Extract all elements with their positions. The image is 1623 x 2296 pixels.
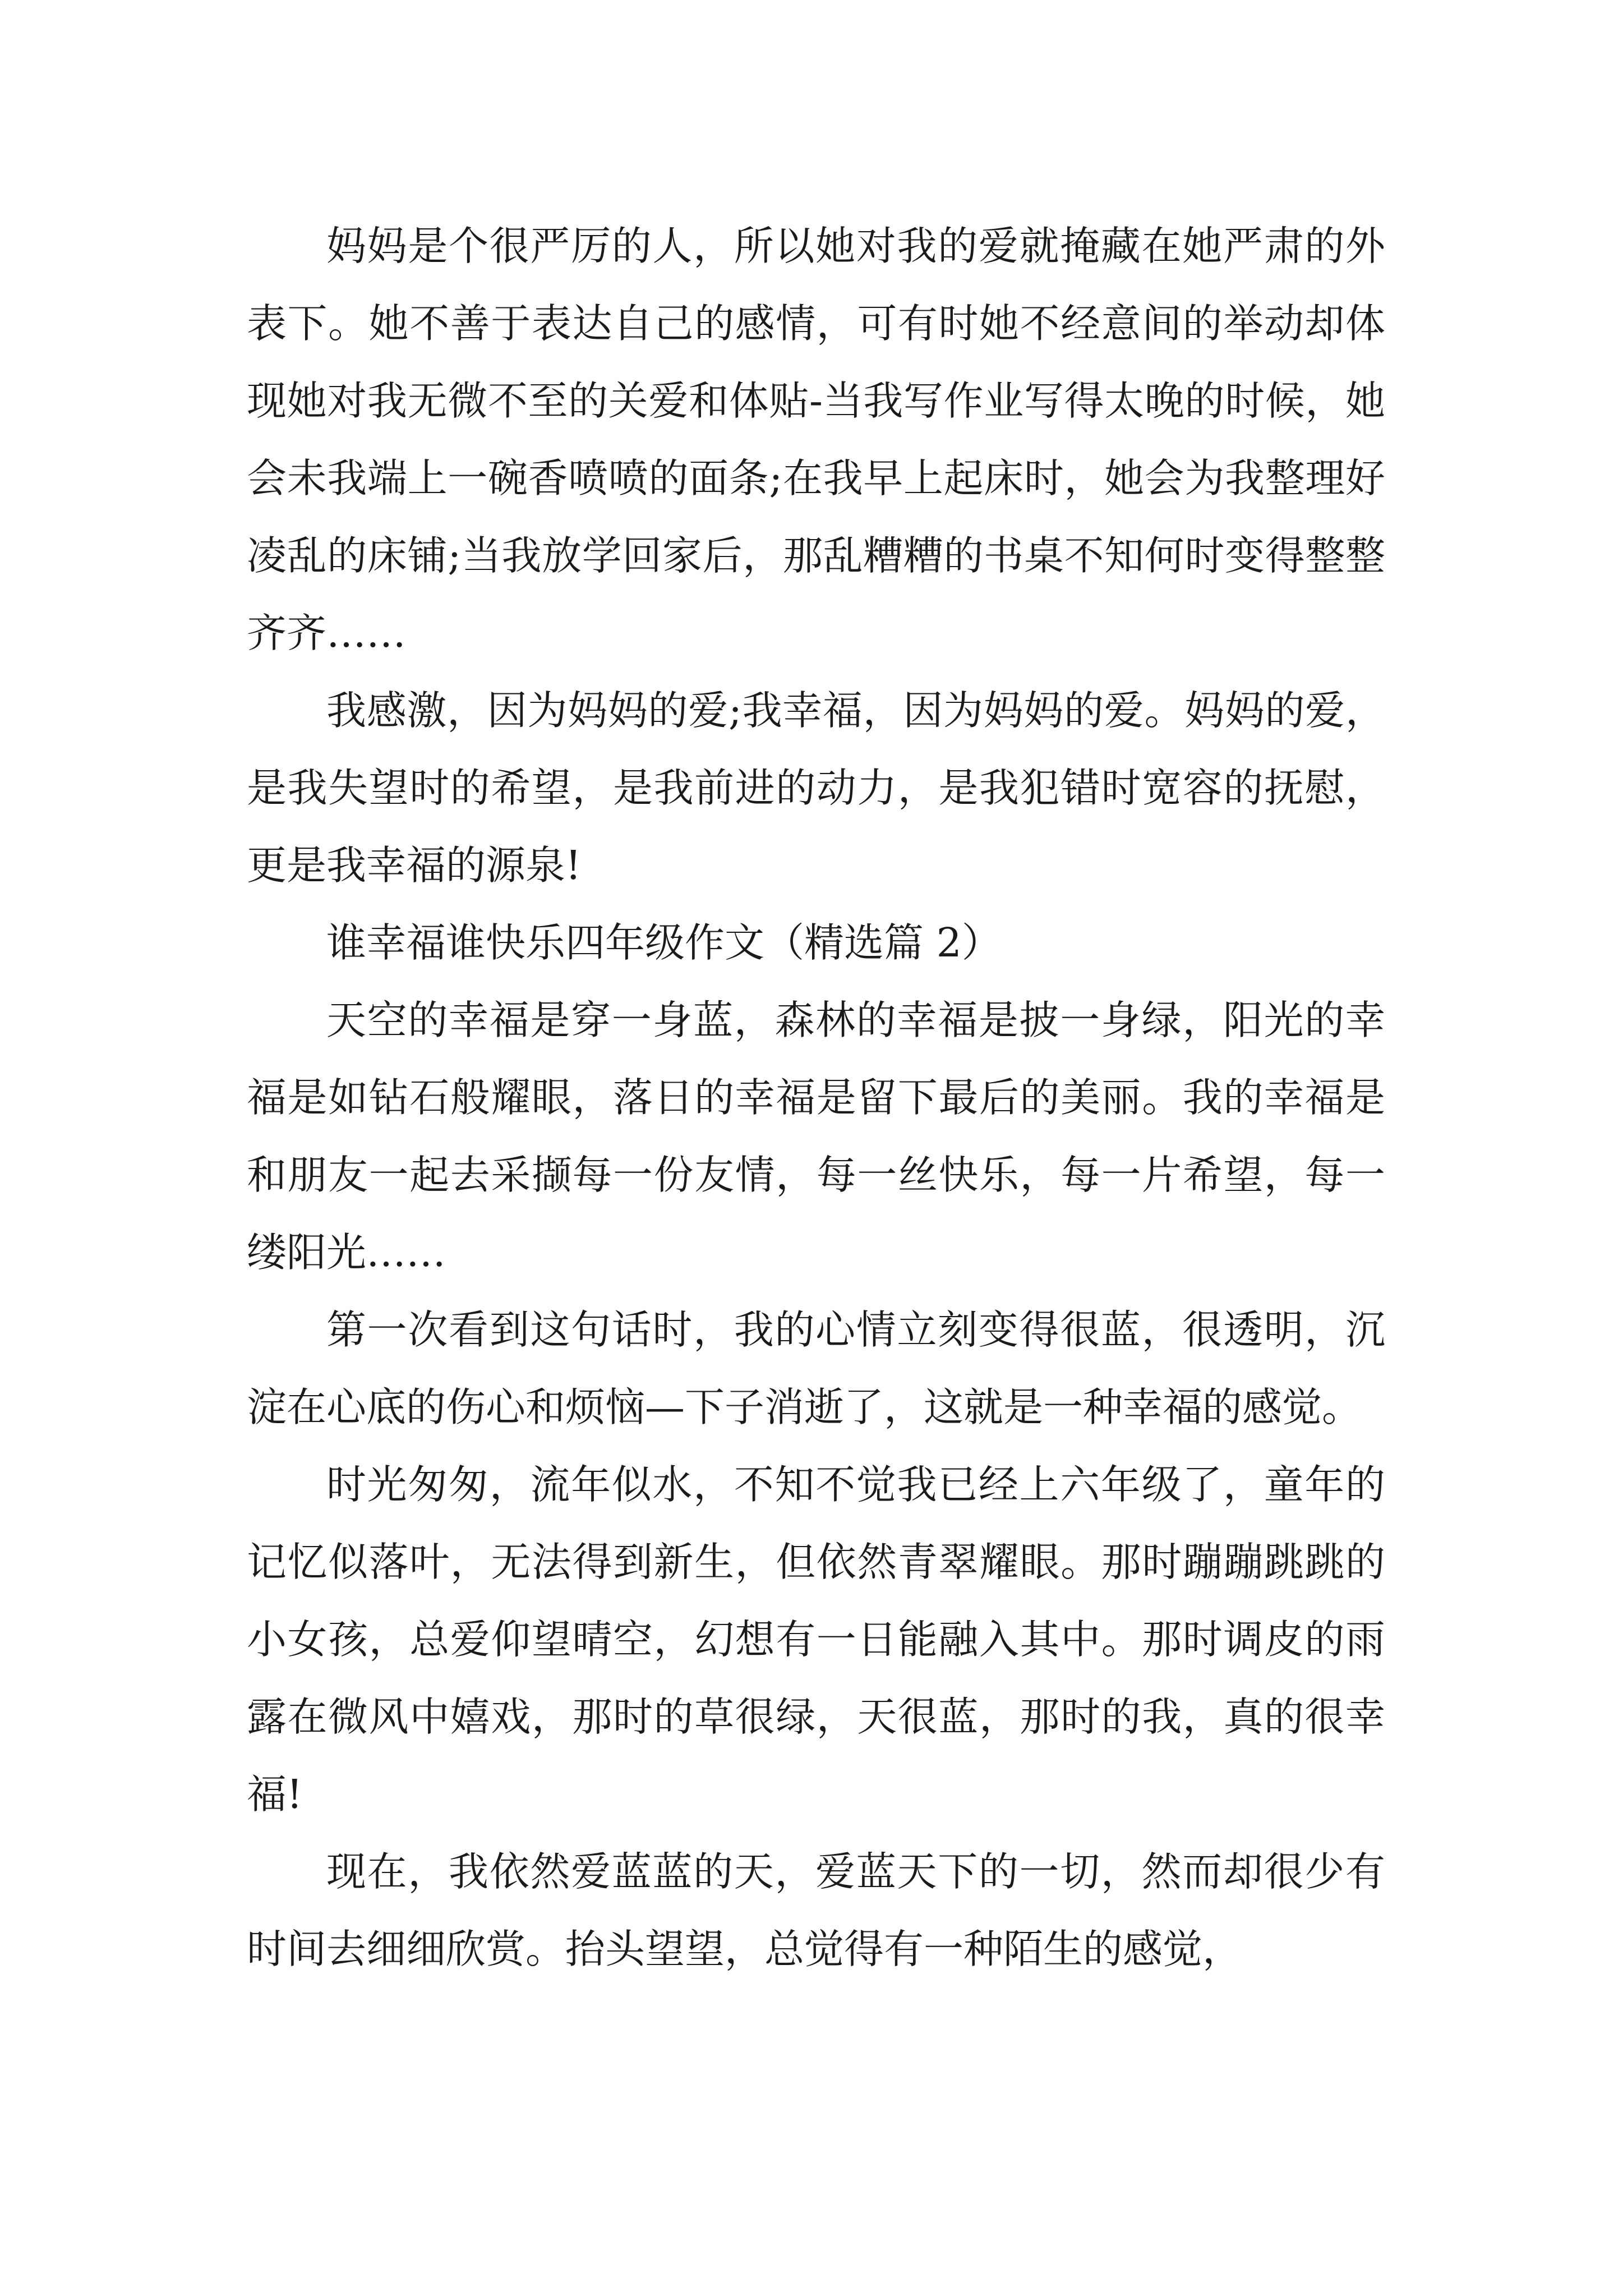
paragraph-sky-happiness: 天空的幸福是穿一身蓝，森林的幸福是披一身绿，阳光的幸福是如钻石般耀眼，落日的幸福是留下最后的美丽。我的幸福是和朋友一起去采撷每一份友情，每一丝快乐，每一片希望，每一缕阳光…… <box>247 997 1385 1276</box>
paragraph-first-time: 第一次看到这句话时，我的心情立刻变得很蓝，很透明，沉淀在心底的伤心和烦恼—下子消逝了，这就是一种幸福的感觉。 <box>247 1306 1385 1430</box>
paragraph-gratitude: 我感激，因为妈妈的爱;我幸福，因为妈妈的爱。妈妈的爱，是我失望时的希望，是我前进的动力，是我犯错时宽容的抚慰，更是我幸福的源泉! <box>247 687 1385 889</box>
essay-heading: 谁幸福谁快乐四年级作文（精选篇 2） <box>326 919 1002 966</box>
document-body <box>247 208 1385 1988</box>
paragraph-now: 现在，我依然爱蓝蓝的天，爱蓝天下的一切，然而却很少有时间去细细欣赏。抬头望望，总觉得有一种陌生的感觉， <box>247 1848 1385 1972</box>
paragraph-time-flies: 时光匆匆，流年似水，不知不觉我已经上六年级了，童年的记忆似落叶，无法得到新生，但依然青翠耀眼。那时蹦蹦跳跳的小女孩，总爱仰望晴空，幻想有一日能融入其中。那时调皮的雨露在微风中嬉戏，那时的草很绿，天很蓝，那时的我，真的很幸福! <box>247 1461 1385 1818</box>
paragraph-mother-strict: 妈妈是个很严厉的人，所以她对我的爱就掩藏在她严肃的外表下。她不善于表达自己的感情，可有时她不经意间的举动却体现她对我无微不至的关爱和体贴-当我写作业写得太晚的时候，她会未我端上一碗香喷喷的面条;在我早上起床时，她会为我整理好凌乱的床铺;当我放学回家后，那乱糟糟的书桌不知何时变得整整齐齐…… <box>247 223 1385 656</box>
